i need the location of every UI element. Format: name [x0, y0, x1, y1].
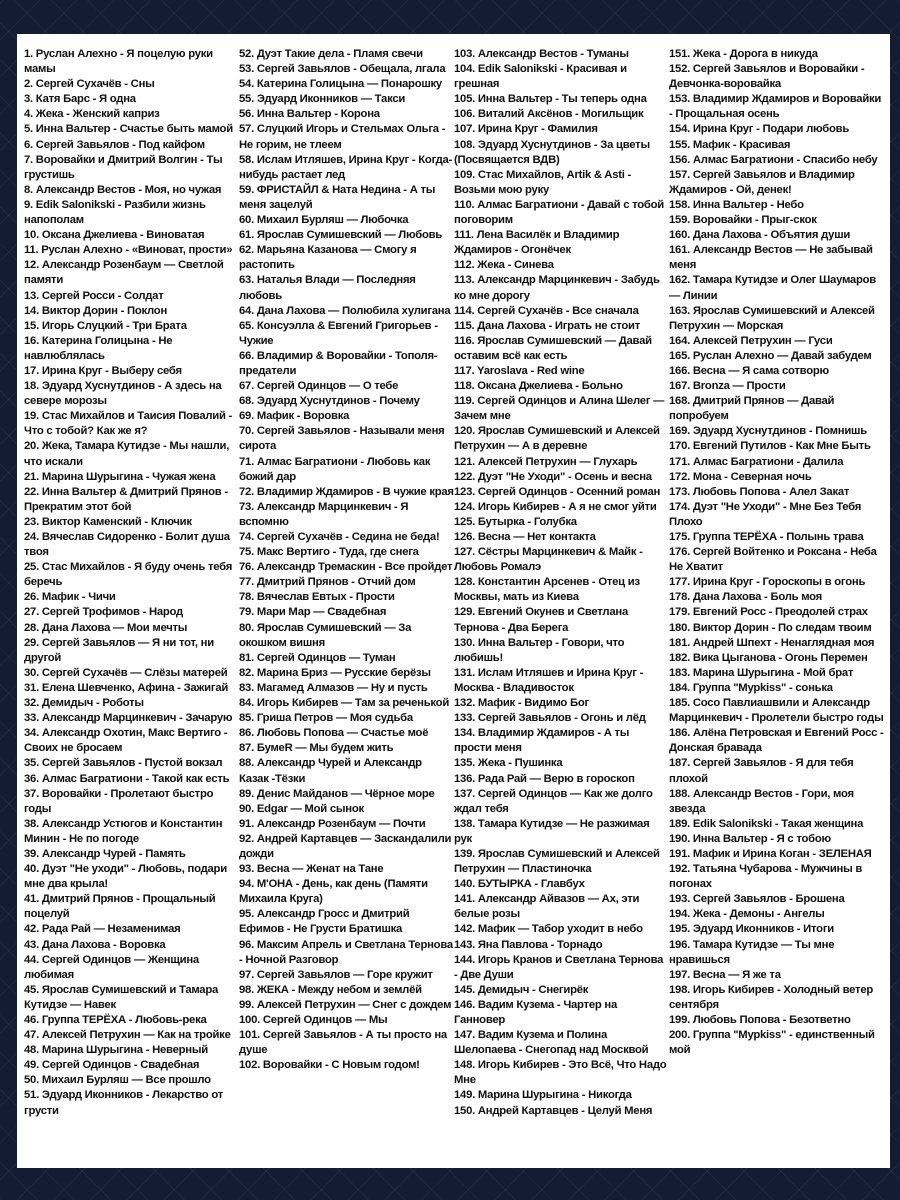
- track-list-item: 30. Сергей Сухачёв — Слёзы матерей: [24, 666, 228, 679]
- track-list-item: 17. Ирина Круг - Выберу себя: [24, 364, 182, 377]
- track-list-item: 9. Edik Salonikski - Разбили жизнь напополам: [24, 198, 206, 227]
- track-list-item: 175. Группа ТЕРЁХА - Полынь трава: [669, 531, 864, 543]
- track-list-item: 32. Демидыч - Роботы: [24, 697, 144, 710]
- track-list-item: 91. Александр Розенбаум — Почти: [239, 817, 426, 830]
- track-list-item: 78. Вячеслав Евтых - Прости: [239, 591, 395, 604]
- track-list-item: 62. Марьяна Казанова — Смогу я растопить: [239, 244, 417, 272]
- track-list-item: 44. Сергей Одинцов — Женщина любимая: [24, 953, 199, 981]
- track-list-item: 48. Марина Шурыгина - Неверный: [24, 1044, 208, 1057]
- track-list-item: 64. Дана Лахова — Полюбила хулигана: [239, 304, 451, 317]
- track-list-item: 143. Яна Павлова - Торнадо: [454, 938, 603, 951]
- track-list-item: 12. Александр Розенбаум — Светлой памяти: [24, 259, 224, 287]
- track-list-item: 26. Мафик - Чичи: [24, 591, 116, 604]
- track-list-item: 31. Елена Шевченко, Афина - Зажигай: [24, 681, 229, 694]
- track-list-item: 65. Консуэлла & Евгений Григорьев - Чужие: [239, 319, 438, 347]
- track-list-item: 135. Жека - Пушинка: [454, 757, 563, 770]
- track-list-item: 114. Сергей Сухачёв - Все сначала: [454, 304, 639, 317]
- track-list-item: 14. Виктор Дорин - Поклон: [24, 304, 168, 317]
- track-list-item: 38. Александр Устюгов и Константин Минин - Не по погоде: [24, 817, 223, 845]
- track-list-item: 20. Жека, Тамара Кутидзе - Мы нашли, что искали: [24, 440, 230, 468]
- track-list-item: 10. Оксана Джелиева - Виноватая: [24, 229, 205, 242]
- track-list-item: 47. Алексей Петрухин — Как на тройке: [24, 1029, 231, 1042]
- track-list-item: 159. Воровайки - Прыг-скок: [669, 214, 817, 227]
- track-list-item: 193. Сергей Завьялов - Брошена: [669, 893, 845, 906]
- track-list-item: 16. Катерина Голицына - Не навлюблялась: [24, 334, 173, 362]
- track-list-item: 85. Гриша Петров — Моя судьба: [239, 712, 413, 725]
- track-list-item: 186. Алёна Петровская и Евгений Росс - Донская бравада: [669, 727, 884, 755]
- track-list-item: 147. Вадим Кузема и Полина Шелопаева - Снегопад над Москвой: [454, 1029, 649, 1057]
- track-list-item: 72. Владимир Ждамиров - В чужие края: [239, 485, 454, 498]
- track-list-item: 13. Сергей Росси - Солдат: [24, 289, 164, 302]
- track-list-item: 57. Слуцкий Игорь и Стельмах Ольга - Не горим, не тлеем: [239, 123, 446, 151]
- track-list-item: 36. Алмас Багратиони - Такой как есть: [24, 772, 230, 785]
- track-list-item: 96. Максим Апрель и Светлана Тернова - Ночной Разговор: [239, 938, 453, 966]
- track-list-item: 55. Эдуард Иконников — Такси: [239, 93, 406, 106]
- track-list-item: 15. Игорь Слуцкий - Три Брата: [24, 319, 187, 332]
- track-list-item: 74. Сергей Сухачёв - Седина не беда!: [239, 531, 440, 543]
- track-list-item: 84. Игорь Кибирев — Там за реченькой: [239, 697, 450, 710]
- track-list-item: 118. Оксана Джелиева - Больно: [454, 380, 623, 393]
- track-list-item: 144. Игорь Кранов и Светлана Тернова - Две Души: [454, 953, 664, 981]
- track-list-item: 189. Edik Salonikski - Такая женщина: [669, 817, 864, 830]
- track-column-4: [669, 47, 884, 1058]
- track-list-item: 87. БумеR — Мы будем жить: [239, 742, 394, 755]
- track-list-item: 42. Рада Рай — Незаменимая: [24, 923, 181, 936]
- track-list-item: 166. Весна — Я сама сотворю: [669, 364, 829, 377]
- track-list-item: 2. Сергей Сухачёв - Сны: [24, 78, 155, 91]
- track-list-item: 117. Yaroslava - Red wine: [454, 364, 585, 377]
- track-list-item: 121. Алексей Петрухин — Глухарь: [454, 455, 638, 468]
- track-list-item: 92. Андрей Картавцев — Заскандалили дожди: [239, 832, 452, 860]
- track-list-item: 37. Воровайки - Пролетают быстро годы: [24, 787, 214, 815]
- track-list-item: 109. Стас Михайлов, Artik & Asti - Возьми мою руку: [454, 168, 632, 196]
- track-list-item: 191. Мафик и Ирина Коган - ЗЕЛЕНАЯ: [669, 847, 872, 860]
- track-list-item: 136. Рада Рай — Верю в гороскоп: [454, 772, 635, 785]
- track-list-item: 53. Сергей Завьялов - Обещала, лгала: [239, 63, 446, 76]
- track-list-item: 148. Игорь Кибирев - Это Всё, Что Надо Мне: [454, 1059, 667, 1087]
- track-list-item: 23. Виктор Каменский - Ключик: [24, 515, 192, 528]
- track-list-item: 52. Дуэт Такие дела - Пламя свечи: [239, 48, 423, 60]
- track-list-item: 142. Мафик — Табор уходит в небо: [454, 923, 643, 936]
- track-list-item: 11. Руслан Алехно - «Виноват, прости»: [24, 244, 233, 257]
- track-list-item: 164. Алексей Петрухин — Гуси: [669, 334, 833, 347]
- track-list-item: 100. Сергей Одинцов — Мы: [239, 1014, 388, 1026]
- track-list-item: 182. Вика Цыганова - Огонь Перемен: [669, 651, 868, 664]
- track-list-item: 22. Инна Вальтер & Дмитрий Прянов - Прекратим этот бой: [24, 485, 228, 513]
- track-list-item: 123. Сергей Одинцов - Осенний роман: [454, 485, 661, 498]
- track-list-item: 196. Тамара Кутидзе — Ты мне нравишься: [669, 938, 835, 966]
- track-list-item: 29. Сергей Завьялов — Я ни тот, ни другой: [24, 636, 214, 664]
- track-list-item: 88. Александр Чурей и Александр Казак -Тёзки: [239, 757, 422, 785]
- track-list-item: 108. Эдуард Хуснутдинов - За цветы (Посвящается ВДВ): [454, 138, 650, 166]
- track-list-item: 63. Наталья Влади — Последняя любовь: [239, 274, 416, 302]
- track-list-item: 156. Алмас Багратиони - Спасибо небу: [669, 153, 878, 166]
- track-list-item: 75. Макс Вертиго - Туда, где снега: [239, 546, 419, 559]
- track-list-item: 137. Сергей Одинцов — Как же долго ждал тебя: [454, 787, 653, 815]
- track-list-item: 155. Мафик - Красивая: [669, 138, 791, 151]
- track-list-item: 119. Сергей Одинцов и Алина Шелег — Зачем мне: [454, 395, 665, 423]
- track-list-item: 8. Александр Вестов - Моя, но чужая: [24, 183, 222, 196]
- track-list-item: 124. Игорь Кибирев - А я не смог уйти: [454, 500, 657, 513]
- track-list-item: 128. Константин Арсенев - Отец из Москвы, мать из Киева: [454, 576, 640, 604]
- track-list-item: 43. Дана Лахова - Воровка: [24, 938, 166, 951]
- track-list-item: 35. Сергей Завьялов - Пустой вокзал: [24, 757, 223, 770]
- track-list-item: 107. Ирина Круг - Фамилия: [454, 123, 598, 136]
- track-list-item: 184. Группа "Мурkiss" - сонька: [669, 681, 833, 694]
- track-list-item: 158. Инна Вальтер - Небо: [669, 198, 804, 211]
- track-list-item: 181. Андрей Шпехт - Ненаглядная моя: [669, 636, 875, 649]
- track-list-item: 50. Михаил Бурляш — Все прошло: [24, 1074, 211, 1087]
- track-list-item: 83. Магамед Алмазов — Ну и пусть: [239, 681, 428, 694]
- track-list-item: 45. Ярослав Сумишевский и Тамара Кутидзе — Навек: [24, 983, 219, 1011]
- track-list-item: 25. Стас Михайлов - Я буду очень тебя беречь: [24, 561, 233, 589]
- track-list-item: 111. Лена Василёк и Владимир Ждамиров - Огонёчек: [454, 229, 620, 257]
- track-list-item: 145. Демидыч - Снегирёк: [454, 983, 589, 996]
- track-list-item: 97. Сергей Завьялов — Горе кружит: [239, 968, 433, 981]
- track-list-item: 199. Любовь Попова - Безответно: [669, 1014, 851, 1026]
- track-list-item: 95. Александр Гросс и Дмитрий Ефимов - Не Грусти Братишка: [239, 908, 410, 936]
- track-list-item: 195. Эдуард Иконников - Итоги: [669, 923, 834, 936]
- track-list-item: 27. Сергей Трофимов - Народ: [24, 606, 183, 619]
- track-list-item: 59. ФРИСТАЙЛ & Ната Недина - А ты меня зацелуй: [239, 183, 436, 211]
- track-list-item: 86. Любовь Попова — Счастье моё: [239, 727, 429, 740]
- track-list-item: 140. БУТЫРКА - Главбух: [454, 878, 585, 891]
- track-list-item: 152. Сергей Завьялов и Воровайки - Девчонка-воровайка: [669, 63, 865, 91]
- track-list-item: 192. Татьяна Чубарова - Мужчины в погонах: [669, 863, 863, 891]
- track-list-item: 132. Мафик - Видимо Бог: [454, 697, 589, 710]
- track-list-item: 154. Ирина Круг - Подари любовь: [669, 123, 850, 136]
- track-list-item: 157. Сергей Завьялов и Владимир Ждамиров - Ой, денек!: [669, 168, 855, 196]
- track-list-item: 70. Сергей Завьялов - Называли меня сирота: [239, 425, 445, 453]
- track-list-item: 173. Любовь Попова - Алел Закат: [669, 485, 850, 498]
- track-list-item: 33. Александр Марцинкевич - Зачарую: [24, 712, 233, 725]
- track-list-item: 103. Александр Вестов - Туманы: [454, 48, 629, 60]
- track-list-item: 188. Александр Вестов - Гори, моя звезда: [669, 787, 854, 815]
- track-list-item: 39. Александр Чурей - Память: [24, 847, 186, 860]
- track-list-item: 28. Дана Лахова — Мои мечты: [24, 621, 188, 634]
- track-list-item: 133. Сергей Завьялов - Огонь и лёд: [454, 712, 646, 725]
- track-list-item: 49. Сергей Одинцов - Свадебная: [24, 1059, 200, 1072]
- track-list-item: 177. Ирина Круг - Гороскопы в огонь: [669, 576, 866, 589]
- track-list-item: 127. Сёстры Марцинкевич & Майк - Любовь Ромалэ: [454, 546, 643, 574]
- track-list-item: 56. Инна Вальтер - Корона: [239, 108, 380, 121]
- track-list-item: 153. Владимир Ждамиров и Воровайки - Прощальная осень: [669, 93, 882, 121]
- track-list-sheet: [17, 34, 890, 1168]
- track-list-item: 187. Сергей Завьялов - Я для тебя плохой: [669, 757, 854, 785]
- track-column-1: [24, 47, 239, 1119]
- track-list-item: 115. Дана Лахова - Играть не стоит: [454, 319, 641, 332]
- track-list-item: 101. Сергей Завьялов - А ты просто на душе: [239, 1029, 447, 1057]
- track-list-item: 5. Инна Вальтер - Счастье быть мамой: [24, 123, 233, 136]
- track-list-item: 110. Алмас Багратиони - Давай с тобой поговорим: [454, 198, 664, 227]
- track-list-item: 185. Сосо Павлиашвили и Александр Марцинкевич - Пролетели быстро годы: [669, 697, 884, 725]
- track-list-item: 98. ЖЕКА - Между небом и землёй: [239, 983, 422, 996]
- track-list-item: 112. Жека - Синева: [454, 259, 554, 272]
- track-list-item: 80. Ярослав Сумишевский — За окошком вишня: [239, 621, 412, 649]
- track-list-item: 149. Марина Шурыгина - Никогда: [454, 1089, 632, 1102]
- track-list-item: 4. Жека - Женский каприз: [24, 108, 160, 121]
- track-list-item: 79. Мари Мар — Свадебная: [239, 606, 387, 619]
- track-list-item: 6. Сергей Завьялов - Под кайфом: [24, 138, 205, 151]
- track-list-item: 54. Катерина Голицына — Понарошку: [239, 78, 442, 91]
- track-list-item: 41. Дмитрий Прянов - Прощальный поцелуй: [24, 893, 216, 921]
- track-list-item: 104. Edik Salonikski - Красивая и грешная: [454, 63, 627, 91]
- track-list-item: 3. Катя Барс - Я одна: [24, 93, 136, 106]
- track-list-item: 198. Игорь Кибирев - Холодный ветер сентября: [669, 983, 874, 1011]
- track-list-item: 34. Александр Охотин, Макс Вертиго - Своих не бросаем: [24, 727, 228, 755]
- track-list-item: 69. Мафик - Воровка: [239, 410, 350, 423]
- track-list-item: 150. Андрей Картавцев - Целуй Меня: [454, 1104, 653, 1117]
- track-list-item: 40. Дуэт "Не уходи" - Любовь, подари мне два крыла!: [24, 863, 227, 891]
- track-list-item: 146. Вадим Кузема - Чартер на Ганновер: [454, 998, 618, 1026]
- track-list-item: 60. Михаил Бурляш — Любочка: [239, 214, 409, 227]
- track-list-item: 1. Руслан Алехно - Я поцелую руки мамы: [24, 48, 213, 76]
- track-list-item: 174. Дуэт "Не Уходи" - Мне Без Тебя Плохо: [669, 500, 862, 528]
- track-list-item: 168. Дмитрий Прянов — Давай попробуем: [669, 395, 835, 423]
- track-list-item: 194. Жека - Демоны - Ангелы: [669, 908, 825, 921]
- track-list-item: 51. Эдуард Иконников - Лекарство от грусти: [24, 1089, 223, 1117]
- track-list-item: 170. Евгений Путилов - Как Мне Быть: [669, 440, 871, 453]
- track-list-item: 71. Алмас Багратиони - Любовь как божий дар: [239, 455, 431, 483]
- track-list-item: 171. Алмас Багратиони - Далила: [669, 455, 844, 468]
- track-list-item: 61. Ярослав Сумишевский — Любовь: [239, 229, 442, 242]
- track-list-item: 120. Ярослав Сумишевский и Алексей Петрухин — А в деревне: [454, 425, 660, 453]
- track-list-item: 197. Весна — Я же та: [669, 968, 781, 981]
- track-list-item: 131. Ислам Итляшев и Ирина Круг - Москва - Владивосток: [454, 666, 644, 694]
- track-list-item: 105. Инна Вальтер - Ты теперь одна: [454, 93, 647, 106]
- track-list-item: 176. Сергей Войтенко и Роксана - Неба Не Хватит: [669, 546, 877, 574]
- track-list-item: 125. Бутырка - Голубка: [454, 515, 577, 528]
- track-list-item: 7. Воровайки и Дмитрий Волгин - Ты грустишь: [24, 153, 223, 181]
- track-list-item: 200. Группа "Мурkiss" - единственный мой: [669, 1029, 875, 1057]
- track-column-3: [454, 47, 669, 1119]
- track-list-item: 180. Виктор Дорин - По следам твоим: [669, 621, 872, 634]
- track-list-item: 89. Денис Майданов — Чёрное море: [239, 787, 435, 800]
- track-list-item: 21. Марина Шурыгина - Чужая жена: [24, 470, 216, 483]
- track-list-item: 178. Дана Лахова - Боль моя: [669, 591, 823, 604]
- track-list-item: 99. Алексей Петрухин — Снег с дождем: [239, 998, 452, 1011]
- track-list-item: 113. Александр Марцинкевич - Забудь ко мне дорогу: [454, 274, 660, 302]
- track-list-item: 129. Евгений Окунев и Светлана Тернова - Два Берега: [454, 606, 628, 634]
- track-list-item: 160. Дана Лахова - Объятия души: [669, 229, 851, 242]
- track-list-item: 24. Вячеслав Сидоренко - Болит душа твоя: [24, 531, 230, 559]
- track-list-item: 73. Александр Марцинкевич - Я вспомню: [239, 500, 409, 528]
- track-list-item: 106. Виталий Аксёнов - Могильщик: [454, 108, 644, 121]
- track-list-item: 141. Александр Айвазов — Ах, эти белые розы: [454, 893, 640, 921]
- track-list-item: 134. Владимир Ждамиров - А ты прости меня: [454, 727, 630, 755]
- track-list-item: 93. Весна — Женат на Тане: [239, 863, 384, 876]
- track-list-item: 81. Сергей Одинцов — Туман: [239, 651, 396, 664]
- track-list-item: 90. Edgar — Мой сынок: [239, 802, 364, 815]
- track-list-item: 130. Инна Вальтер - Говори, что любишь!: [454, 636, 625, 664]
- track-list-item: 163. Ярослав Сумишевский и Алексей Петрухин — Морская: [669, 304, 875, 332]
- track-list-item: 138. Тамара Кутидзе — Не разжимая рук: [454, 817, 650, 845]
- track-column-2: [239, 47, 454, 1073]
- track-list-item: 82. Марина Бриз — Русские берёзы: [239, 666, 431, 679]
- track-list-item: 76. Александр Тремаскин - Все пройдет: [239, 561, 453, 574]
- track-list-item: 183. Марина Шурыгина - Мой брат: [669, 666, 854, 679]
- track-list-item: 169. Эдуард Хуснутдинов - Помнишь: [669, 425, 867, 438]
- track-list-item: 165. Руслан Алехно — Давай забудем: [669, 349, 872, 362]
- track-list-item: 190. Инна Вальтер - Я с тобою: [669, 832, 831, 845]
- track-list-item: 77. Дмитрий Прянов - Отчий дом: [239, 576, 416, 589]
- track-list-item: 172. Мона - Северная ночь: [669, 470, 812, 483]
- track-list-item: 162. Тамара Кутидзе и Олег Шаумаров — Линии: [669, 274, 876, 302]
- track-list-item: 116. Ярослав Сумишевский — Давай оставим всё как есть: [454, 334, 652, 362]
- track-list-item: 151. Жека - Дорога в никуда: [669, 48, 818, 60]
- track-list-item: 58. Ислам Итляшев, Ирина Круг - Когда-нибудь растает лед: [239, 153, 453, 181]
- track-list-item: 126. Весна — Нет контакта: [454, 531, 596, 543]
- track-list-item: 94. М'ОНА - День, как день (Памяти Михаила Круга): [239, 878, 428, 906]
- track-list-item: 167. Bronza — Прости: [669, 380, 786, 393]
- track-list-item: 46. Группа ТЕРЁХА - Любовь-река: [24, 1014, 207, 1026]
- track-list-item: 102. Воровайки - С Новым годом!: [239, 1059, 420, 1072]
- track-list-item: 18. Эдуард Хуснутдинов - А здесь на севере морозы: [24, 380, 222, 408]
- track-list-item: 66. Владимир & Воровайки - Тополя-предатели: [239, 349, 438, 377]
- track-list-item: 139. Ярослав Сумишевский и Алексей Петрухин — Пластиночка: [454, 847, 660, 876]
- track-list-item: 161. Александр Вестов — Не забывай меня: [669, 244, 873, 272]
- track-list-item: 122. Дуэт "Не Уходи" - Осень и весна: [454, 470, 652, 483]
- track-list-item: 179. Евгений Росс - Преодолей страх: [669, 606, 868, 619]
- track-list-item: 19. Стас Михайлов и Таисия Повалий - Что с тобой? Как же я?: [24, 410, 233, 438]
- track-list-item: 68. Эдуард Хуснутдинов - Почему: [239, 395, 420, 408]
- track-list-item: 67. Сергей Одинцов — О тебе: [239, 380, 399, 393]
